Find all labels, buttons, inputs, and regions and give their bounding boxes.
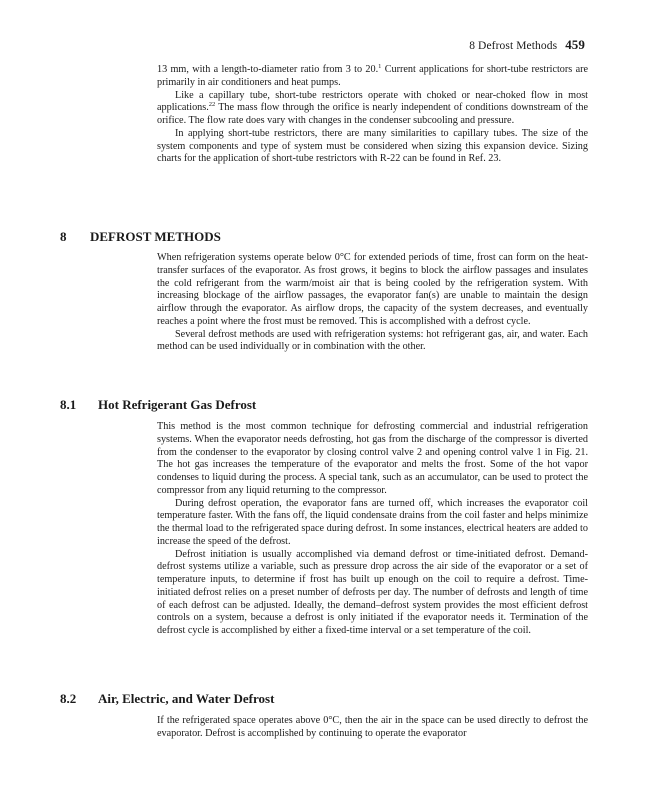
section-8-1-text <box>157 421 588 638</box>
paragraph: This method is the most common technique for defrosting commercial and industrial refrigeration systems. When the evaporator needs defrosting, hot gas from the discharge of the compressor is diverted from the condenser to the evaporator by closing control valve 2 and opening control valve 1 in Fig. 21. The hot gas increases the temperature of the evaporator and melts the frost. Some of the hot vapor condenses to liquid during the process. A special tank, such as an accumulator, can be used to protect the compressor from any liquid returning to the compressor. <box>157 421 588 496</box>
section-heading-8 <box>60 229 221 245</box>
paragraph: 13 mm, with a length-to-diameter ratio from 3 to 20.$^1$ Current applications for short-tube restrictors are primarily in air conditioners and heat pumps. <box>157 63 589 88</box>
section-8-2-text <box>157 715 588 741</box>
section-title: DEFROST METHODS <box>90 229 221 244</box>
paragraph: When refrigeration systems operate below 0°C for extended periods of time, frost can form on the heat-transfer surfaces of the evaporator. As frost grows, it begins to block the airflow passages and insulates the cold refrigerant from the warm/moist air that is being cooled by the refrigeration system. With increasing blockage of the airflow passages, the evaporator fan(s) are unable to maintain the design airflow through the evaporator. As airflow drops, the capacity of the system decreases, and eventually reaches a point where the frost must be removed. This is accomplished with a defrost cycle. <box>157 252 588 327</box>
intro-text <box>157 64 588 166</box>
paragraph: Like a capillary tube, short-tube restrictors operate with choked or near-choked flow in most applications.$^{22}$ The mass flow through the orifice is nearly independent of conditions downstream of the orifice. The flow rate does vary with changes in the condenser subcooling and pressure. <box>157 89 588 126</box>
section-8-text <box>157 252 588 354</box>
paragraph: During defrost operation, the evaporator fans are turned off, which increases the evaporator coil temperature faster. With the fans off, the liquid condensate drains from the coil faster and helps minimize the thermal load to the refrigerated space during defrost. In some instances, electrical heaters are added to increase the speed of the defrost. <box>157 497 588 547</box>
page-number: 459 <box>565 37 585 52</box>
section-title: Air, Electric, and Water Defrost <box>98 691 275 706</box>
section-number: 8.2 <box>60 691 77 706</box>
section-heading-8-1 <box>60 397 256 413</box>
running-head-chapter: 8 Defrost Methods <box>469 40 558 52</box>
section-title: Hot Refrigerant Gas Defrost <box>98 397 257 412</box>
citation: 22 <box>208 101 216 109</box>
running-head <box>469 37 585 53</box>
paragraph: If the refrigerated space operates above 0°C, then the air in the space can be used directly to defrost the evaporator. Defrost is accomplished by continuing to operate the evaporator <box>157 715 588 739</box>
section-number: 8 <box>60 229 67 244</box>
citation: 1 <box>378 63 382 70</box>
paragraph: Defrost initiation is usually accomplished via demand defrost or time-initiated defrost. Demand-defrost systems utilize a variable, such as pressure drop across the air side of the evaporator or a set of temperature inputs, to determine if frost has built up enough on the coil to require a defrost. Time-initiated defrost relies on a preset number of defrosts per day. The number of defrosts and length of time of each defrost can be adjusted. Ideally, the demand–defrost system provides the most efficient defrost controls on a system, because a defrost is only initiated if the evaporator needs it. Termination of the defrost cycle is accomplished by either a fixed-time interval or a set temperature of the coil. <box>157 548 588 636</box>
paragraph: In applying short-tube restrictors, there are many similarities to capillary tubes. The size of the system components and type of system must be considered when sizing this expansion device. Sizing charts for the application of short-tube restrictors with R-22 can be found in Ref. 23. <box>157 127 588 165</box>
section-number: 8.1 <box>60 397 77 412</box>
paragraph: Several defrost methods are used with refrigeration systems: hot refrigerant gas, air, and water. Each method can be used individually or in combination with the other. <box>157 328 588 353</box>
section-heading-8-2 <box>60 691 274 707</box>
